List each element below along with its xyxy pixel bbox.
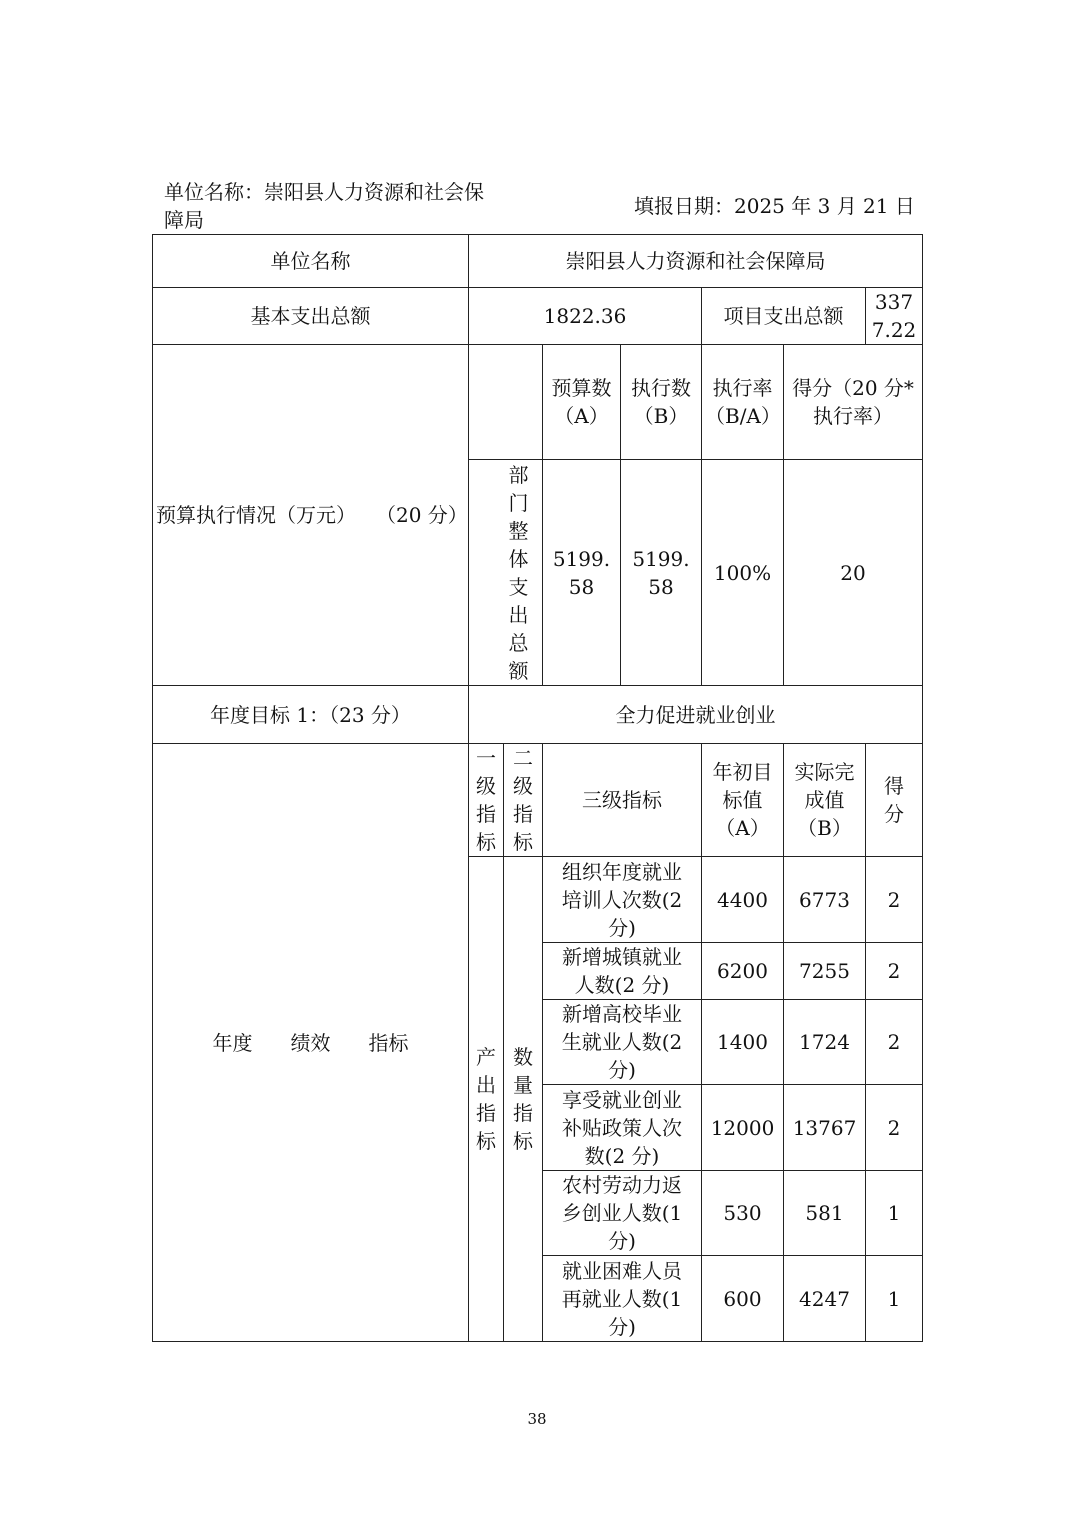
indicator-score: 2 bbox=[866, 1000, 923, 1085]
annual-goal-label: 年度目标 1：（23 分） bbox=[153, 686, 469, 744]
indicator-target: 1400 bbox=[702, 1000, 784, 1085]
annual-performance-indicator-label bbox=[153, 744, 469, 1342]
indicator-score: 2 bbox=[866, 943, 923, 1000]
exec-value: 5199.58 bbox=[621, 460, 702, 686]
indicator-score: 1 bbox=[866, 1171, 923, 1256]
indicator-score: 1 bbox=[866, 1256, 923, 1342]
unit-name-label: 单位名称 bbox=[153, 235, 469, 288]
indicator-header-row bbox=[153, 744, 923, 857]
budget-value: 5199.58 bbox=[543, 460, 621, 686]
annual-goal-value: 全力促进就业创业 bbox=[469, 686, 923, 744]
indicator-target: 6200 bbox=[702, 943, 784, 1000]
project-expense-label: 项目支出总额 bbox=[702, 288, 866, 345]
indicator-name: 就业困难人员再就业人数(1分) bbox=[543, 1256, 702, 1342]
page-number: 38 bbox=[527, 1410, 547, 1428]
indicator-target: 600 bbox=[702, 1256, 784, 1342]
level2-quantity-indicator: 数量指标 bbox=[504, 857, 543, 1342]
basic-expense-label: 基本支出总额 bbox=[153, 288, 469, 345]
indicator-actual: 4247 bbox=[784, 1256, 866, 1342]
indicator-label-part: 年度 bbox=[212, 1030, 253, 1055]
budget-col-header: 预算数（A） bbox=[543, 345, 621, 460]
indicator-name: 组织年度就业培训人次数(2分) bbox=[543, 857, 702, 943]
indicator-name: 新增城镇就业人数(2 分) bbox=[543, 943, 702, 1000]
fill-date: 填报日期：2025 年 3 月 21 日 bbox=[634, 194, 915, 218]
budget-header-row bbox=[153, 345, 923, 460]
unit-name-row bbox=[153, 235, 923, 288]
indicator-score: 2 bbox=[866, 1085, 923, 1171]
dept-total-expense-label: 部门整体支出总额 bbox=[469, 460, 543, 686]
indicator-target: 12000 bbox=[702, 1085, 784, 1171]
project-expense-value: 3377.22 bbox=[866, 288, 923, 345]
rate-value: 100% bbox=[702, 460, 784, 686]
indicator-actual: 6773 bbox=[784, 857, 866, 943]
level2-col-header: 二级指标 bbox=[504, 744, 543, 857]
score-col-header: 得分 bbox=[866, 744, 923, 857]
actual-col-header: 实际完成值（B） bbox=[784, 744, 866, 857]
unit-name-value: 崇阳县人力资源和社会保障局 bbox=[469, 235, 923, 288]
performance-table bbox=[152, 234, 923, 1342]
score-value: 20 bbox=[784, 460, 923, 686]
rate-col-header: 执行率（B/A） bbox=[702, 345, 784, 460]
budget-execution-label: 预算执行情况（万元） （20 分） bbox=[153, 345, 469, 686]
budget-blank-cell bbox=[469, 345, 543, 460]
score-col-header: 得分（20 分*执行率） bbox=[784, 345, 923, 460]
level1-output-indicator: 产出指标 bbox=[469, 857, 504, 1342]
basic-expense-value: 1822.36 bbox=[469, 288, 702, 345]
unit-name-header: 单位名称：崇阳县人力资源和社会保障局 bbox=[164, 180, 484, 232]
indicator-actual: 1724 bbox=[784, 1000, 866, 1085]
indicator-name: 新增高校毕业生就业人数(2分) bbox=[543, 1000, 702, 1085]
target-col-header: 年初目标值（A） bbox=[702, 744, 784, 857]
level3-col-header: 三级指标 bbox=[543, 744, 702, 857]
indicator-target: 4400 bbox=[702, 857, 784, 943]
indicator-actual: 13767 bbox=[784, 1085, 866, 1171]
exec-col-header: 执行数（B） bbox=[621, 345, 702, 460]
indicator-label-part: 指标 bbox=[368, 1030, 409, 1055]
indicator-score: 2 bbox=[866, 857, 923, 943]
level1-col-header: 一级指标 bbox=[469, 744, 504, 857]
indicator-name: 农村劳动力返乡创业人数(1分) bbox=[543, 1171, 702, 1256]
indicator-target: 530 bbox=[702, 1171, 784, 1256]
indicator-name: 享受就业创业补贴政策人次数(2 分) bbox=[543, 1085, 702, 1171]
expense-totals-row bbox=[153, 288, 923, 345]
indicator-actual: 7255 bbox=[784, 943, 866, 1000]
annual-goal-row bbox=[153, 686, 923, 744]
indicator-actual: 581 bbox=[784, 1171, 866, 1256]
indicator-label-part: 绩效 bbox=[290, 1030, 331, 1055]
